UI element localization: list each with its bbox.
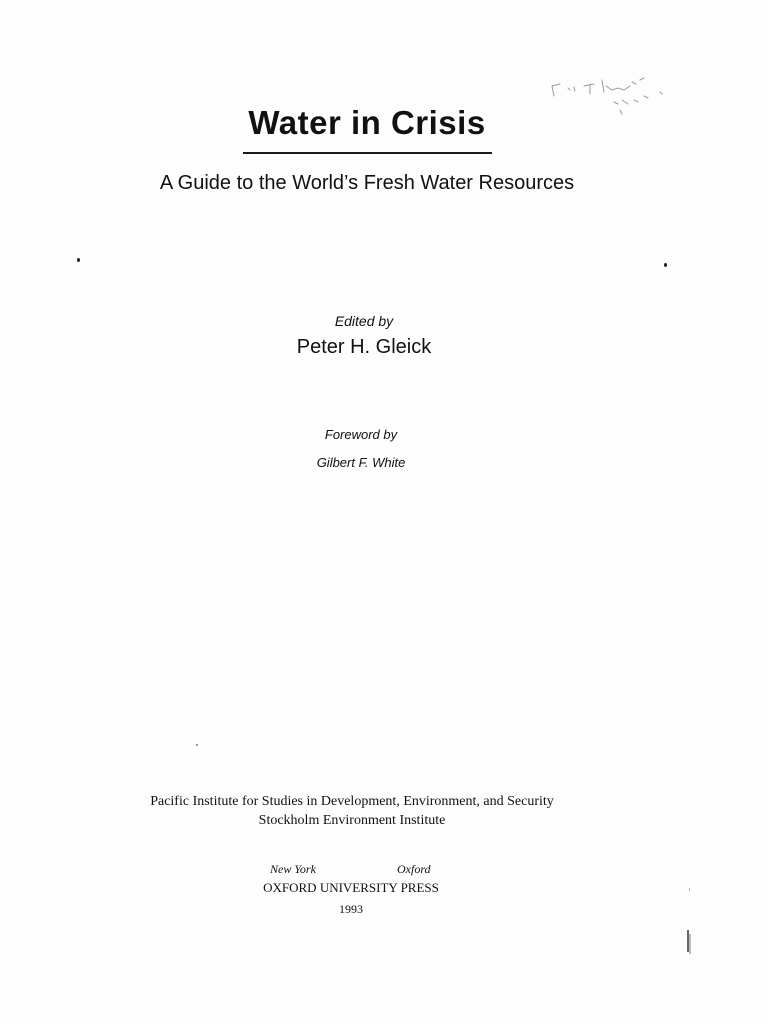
scan-speck: [664, 263, 667, 267]
foreword-author: Gilbert F. White: [316, 455, 406, 470]
scan-speck: [196, 744, 198, 746]
foreword-by-label: Foreword by: [324, 427, 398, 442]
institute-line-1: Pacific Institute for Studies in Development, Environment, and Security: [150, 794, 554, 809]
book-subtitle: A Guide to the World’s Fresh Water Resources: [159, 172, 575, 194]
scan-edge-mark: [686, 928, 694, 956]
editor-name: Peter H. Gleick: [296, 336, 432, 358]
imprint-city-new-york: New York: [270, 862, 316, 876]
scan-speck: [77, 258, 80, 262]
institute-line-2: Stockholm Environment Institute: [258, 813, 446, 828]
edited-by-label: Edited by: [334, 313, 394, 329]
book-title: Water in Crisis: [248, 104, 486, 141]
title-underline-rule: [243, 152, 492, 154]
imprint-city-oxford: Oxford: [397, 862, 431, 876]
publisher-name: OXFORD UNIVERSITY PRESS: [263, 880, 439, 895]
publication-year: 1993: [339, 902, 363, 916]
